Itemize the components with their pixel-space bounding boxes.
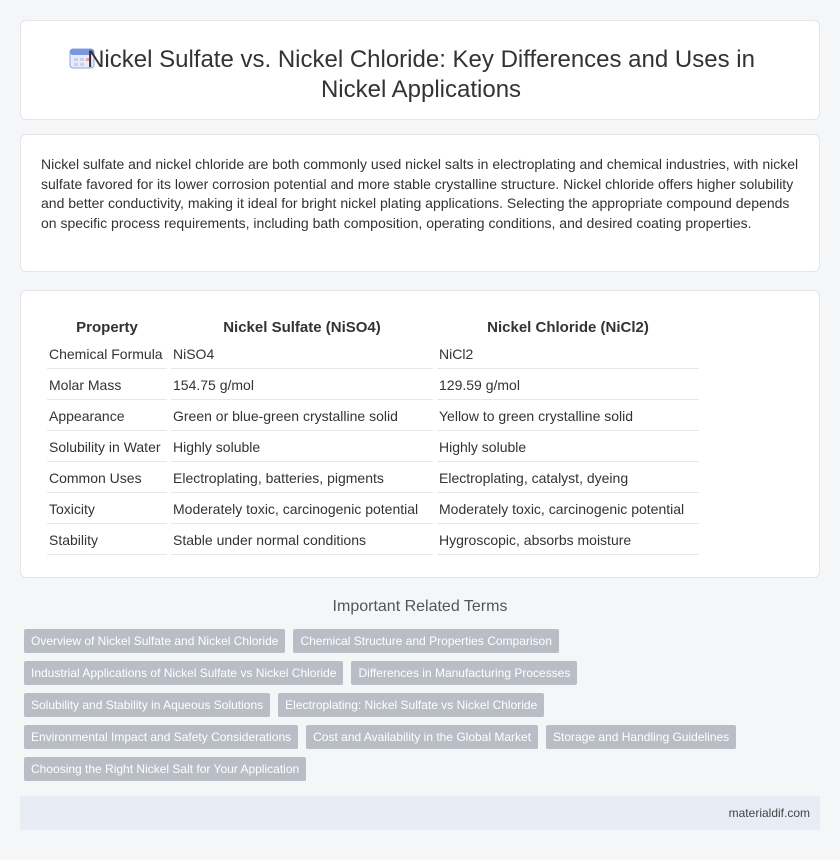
header-nickel-chloride: Nickel Chloride (NiCl2) [487, 319, 649, 336]
table-row [47, 526, 699, 555]
related-term-link[interactable]: Environmental Impact and Safety Considerations [24, 725, 298, 749]
related-term-link[interactable]: Solubility and Stability in Aqueous Solutions [24, 693, 270, 717]
related-term-link[interactable]: Choosing the Right Nickel Salt for Your Application [24, 757, 306, 781]
related-term-link[interactable]: Cost and Availability in the Global Market [306, 725, 538, 749]
row-chloride-value: 129.59 g/mol [437, 371, 699, 400]
footer [20, 796, 820, 830]
related-term-link[interactable]: Electroplating: Nickel Sulfate vs Nickel Chloride [278, 693, 544, 717]
table-row [47, 433, 699, 462]
table-row [47, 495, 699, 524]
table-row [47, 464, 699, 493]
row-property: Stability [47, 526, 167, 555]
related-term-link[interactable]: Industrial Applications of Nickel Sulfate vs Nickel Chloride [24, 661, 343, 685]
row-sulfate-value: NiSO4 [171, 340, 433, 369]
related-term-link[interactable]: Differences in Manufacturing Processes [351, 661, 577, 685]
row-chloride-value: Moderately toxic, carcinogenic potential [437, 495, 699, 524]
row-chloride-value: Highly soluble [437, 433, 699, 462]
table-row [47, 371, 699, 400]
row-sulfate-value: Green or blue-green crystalline solid [171, 402, 433, 431]
row-chloride-value: Hygroscopic, absorbs moisture [437, 526, 699, 555]
row-chloride-value: Electroplating, catalyst, dyeing [437, 464, 699, 493]
intro-card [20, 134, 820, 272]
title-card [20, 20, 820, 120]
row-property: Molar Mass [47, 371, 167, 400]
header-nickel-sulfate: Nickel Sulfate (NiSO4) [223, 319, 381, 336]
table-row [47, 340, 699, 369]
related-term-link[interactable]: Overview of Nickel Sulfate and Nickel Chloride [24, 629, 285, 653]
related-terms-list [24, 629, 744, 789]
row-property: Solubility in Water [47, 433, 167, 462]
row-sulfate-value: Moderately toxic, carcinogenic potential [171, 495, 433, 524]
row-sulfate-value: Electroplating, batteries, pigments [171, 464, 433, 493]
row-chloride-value: NiCl2 [437, 340, 699, 369]
comparison-table-card [20, 290, 820, 578]
intro-paragraph: Nickel sulfate and nickel chloride are both commonly used nickel salts in electroplating and chemical industries, with nickel sulfate favored for its lower corrosion potential and more stable crystalline structure. Nickel chloride offers higher solubility and better conductivity, making it ideal for bright nickel plating applications. Selecting the appropriate compound depends on specific process requirements, including bath composition, operating conditions, and desired coating properties. [41, 156, 799, 231]
related-term-link[interactable]: Storage and Handling Guidelines [546, 725, 736, 749]
comparison-table [43, 313, 703, 557]
header-property: Property [76, 319, 138, 336]
row-property: Chemical Formula [47, 340, 167, 369]
row-sulfate-value: Highly soluble [171, 433, 433, 462]
site-link[interactable]: materialdif.com [728, 806, 810, 820]
row-chloride-value: Yellow to green crystalline solid [437, 402, 699, 431]
related-term-link[interactable]: Chemical Structure and Properties Comparison [293, 629, 558, 653]
page-title: Nickel Sulfate vs. Nickel Chloride: Key Differences and Uses in Nickel Applications [87, 46, 755, 103]
related-terms-title: Important Related Terms [332, 598, 508, 615]
row-property: Common Uses [47, 464, 167, 493]
row-sulfate-value: Stable under normal conditions [171, 526, 433, 555]
table-header-row [47, 315, 699, 338]
row-sulfate-value: 154.75 g/mol [171, 371, 433, 400]
table-row [47, 402, 699, 431]
row-property: Toxicity [47, 495, 167, 524]
row-property: Appearance [47, 402, 167, 431]
